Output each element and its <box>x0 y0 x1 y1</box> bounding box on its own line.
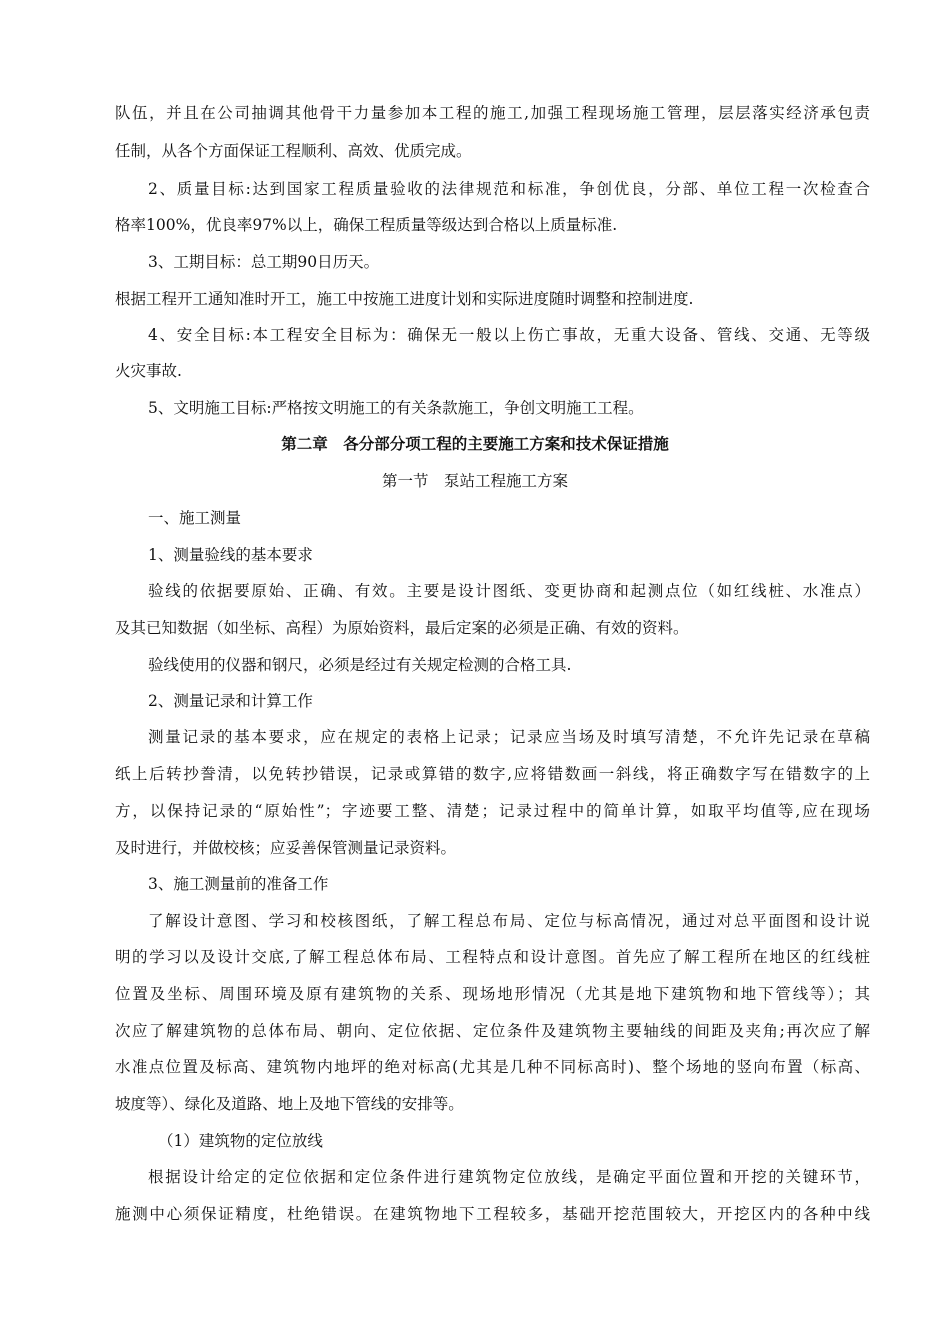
subsection-heading: 2、测量记录和计算工作 <box>148 692 313 710</box>
body-text-line: 任制，从各个方面保证工程顺利、高效、优质完成。 <box>115 142 472 160</box>
subsection-heading: （1）建筑物的定位放线 <box>158 1132 323 1150</box>
body-text-line: 2、质量目标:达到国家工程质量验收的法律规范和标准，争创优良，分部、单位工程一次检查合 <box>148 180 870 198</box>
body-text-line: 及其已知数据（如坐标、高程）为原始资料，最后定案的必须是正确、有效的资料。 <box>115 619 689 637</box>
body-text-line: 5、文明施工目标:严格按文明施工的有关条款施工，争创文明施工工程。 <box>148 399 644 417</box>
body-text-line: 验线使用的仪器和钢尺，必须是经过有关规定检测的合格工具. <box>148 656 572 674</box>
body-text-line: 3、工期目标：总工期90日历天。 <box>148 253 380 271</box>
body-text-line: 根据工程开工通知准时开工，施工中按施工进度计划和实际进度随时调整和控制进度. <box>115 290 694 308</box>
body-text-line: 明的学习以及设计交底,了解工程总体布局、工程特点和设计意图。首先应了解工程所在地区的红线桩 <box>115 948 870 966</box>
subsection-heading: 一、施工测量 <box>148 509 242 527</box>
subsection-heading: 1、测量验线的基本要求 <box>148 546 313 564</box>
chapter-heading: 第二章 各分部分项工程的主要施工方案和技术保证措施 <box>281 434 669 453</box>
body-text-line: 了解设计意图、学习和校核图纸，了解工程总布局、定位与标高情况，通过对总平面图和设计说 <box>148 912 870 930</box>
body-text-line: 4、安全目标:本工程安全目标为：确保无一般以上伤亡事故，无重大设备、管线、交通、无等级 <box>148 326 870 344</box>
body-text-line: 测量记录的基本要求，应在规定的表格上记录；记录应当场及时填写清楚，不允许先记录在草稿 <box>148 728 870 746</box>
subsection-heading: 3、施工测量前的准备工作 <box>148 875 329 893</box>
body-text-line: 施测中心须保证精度，杜绝错误。在建筑物地下工程较多，基础开挖范围较大，开挖区内的各种中线 <box>115 1205 870 1223</box>
body-text-line: 格率100%，优良率97%以上，确保工程质量等级达到合格以上质量标准. <box>115 216 618 234</box>
body-text-line: 验线的依据要原始、正确、有效。主要是设计图纸、变更协商和起测点位（如红线桩、水准点） <box>148 582 870 600</box>
body-text-line: 队伍，并且在公司抽调其他骨干力量参加本工程的施工,加强工程现场施工管理，层层落实经济承包责 <box>115 104 870 122</box>
body-text-line: 火灾事故. <box>115 362 182 380</box>
body-text-line: 根据设计给定的定位依据和定位条件进行建筑物定位放线，是确定平面位置和开挖的关键环节， <box>148 1168 870 1186</box>
body-text-line: 坡度等）、绿化及道路、地上及地下管线的安排等。 <box>115 1095 464 1113</box>
body-text-line: 水准点位置及标高、建筑物内地坪的绝对标高(尤其是几种不同标高时)、整个场地的竖向布置（标高、 <box>115 1058 870 1076</box>
section-heading: 第一节 泵站工程施工方案 <box>381 472 568 490</box>
body-text-line: 次应了解建筑物的总体布局、朝向、定位依据、定位条件及建筑物主要轴线的间距及夹角;再次应了解 <box>115 1022 870 1040</box>
body-text-line: 方，以保持记录的“原始性”；字迹要工整、清楚；记录过程中的简单计算，如取平均值等,应在现场 <box>115 802 870 820</box>
body-text-line: 纸上后转抄誊清，以免转抄错误，记录或算错的数字,应将错数画一斜线，将正确数字写在错数字的上 <box>115 765 870 783</box>
body-text-line: 位置及坐标、周围环境及原有建筑物的关系、现场地形情况（尤其是地下建筑物和地下管线等）；其 <box>115 985 870 1003</box>
body-text-line: 及时进行，并做校核；应妥善保管测量记录资料。 <box>115 839 457 857</box>
